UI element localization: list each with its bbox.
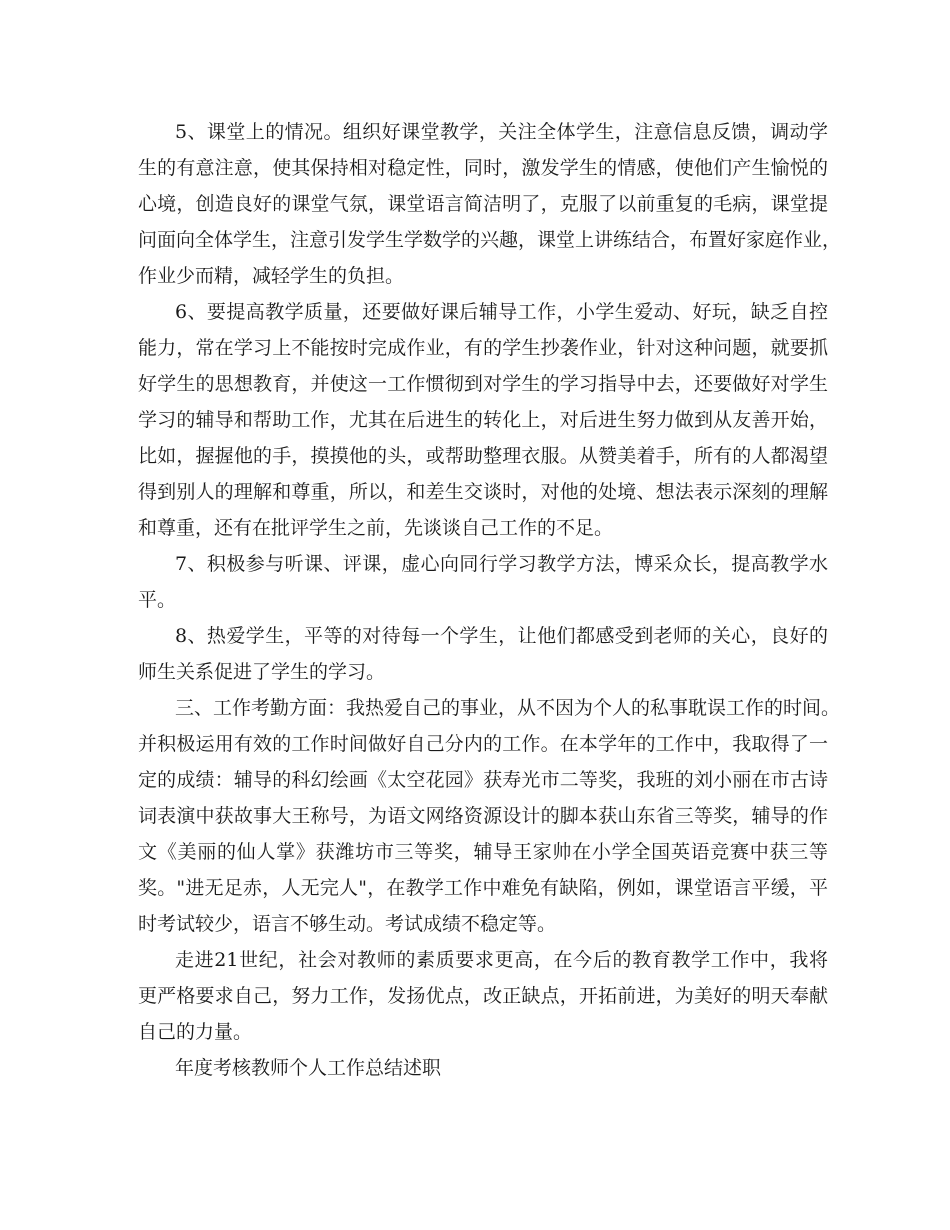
text-line: 好学生的思想教育，并使这一工作惯彻到对学生的学习指导中去，还要做好对学生 <box>138 373 828 395</box>
text-line: 得到别人的理解和尊重，所以，和差生交谈时，对他的处境、想法表示深刻的理解 <box>138 481 828 503</box>
section-title: 年度考核教师个人工作总结述职 <box>175 1057 442 1079</box>
text-line: 5、课堂上的情况。组织好课堂教学，关注全体学生，注意信息反馈，调动学 <box>175 121 828 143</box>
text-line: 师生关系促进了学生的学习。 <box>138 661 386 683</box>
paragraph-attendance <box>138 690 841 942</box>
text-line: 词表演中获故事大王称号，为语文网络资源设计的脚本获山东省三等奖，辅导的作 <box>138 805 828 827</box>
text-line: 时考试较少，语言不够生动。考试成绩不稳定等。 <box>138 913 557 935</box>
paragraph-heading-next <box>138 1050 828 1086</box>
paragraph-6-tutoring <box>138 294 828 546</box>
text-line: 更严格要求自己，努力工作，发扬优点，改正缺点，开拓前进，为美好的明天奉献 <box>138 985 828 1007</box>
text-line: 8、热爱学生，平等的对待每一个学生，让他们都感受到老师的关心，良好的 <box>175 625 828 647</box>
text-line: 和尊重，还有在批评学生之前，先谈谈自己工作的不足。 <box>138 517 614 539</box>
paragraph-5-classroom <box>138 114 842 294</box>
text-line: 平。 <box>138 589 177 611</box>
text-line: 7、积极参与听课、评课，虚心向同行学习教学方法，博采众长，提高教学水 <box>175 553 828 575</box>
text-line: 定的成绩：辅导的科幻绘画《太空花园》获寿光市二等奖，我班的刘小丽在市古诗 <box>138 769 828 791</box>
text-line: 心境，创造良好的课堂气氛，课堂语言简洁明了，克服了以前重复的毛病，课堂提 <box>138 193 828 215</box>
paragraph-8-love-students <box>138 618 828 690</box>
text-line: 问面向全体学生，注意引发学生学数学的兴趣，课堂上讲练结合，布置好家庭作业， <box>138 229 842 251</box>
paragraph-conclusion <box>138 942 828 1050</box>
text-line: 走进21世纪，社会对教师的素质要求更高，在今后的教育教学工作中，我将 <box>175 949 828 971</box>
text-line: 生的有意注意，使其保持相对稳定性，同时，激发学生的情感，使他们产生愉悦的 <box>138 157 828 179</box>
text-line: 学习的辅导和帮助工作，尤其在后进生的转化上，对后进生努力做到从友善开始， <box>138 409 828 431</box>
paragraph-7-lesson-observation <box>138 546 828 618</box>
text-line: 作业少而精，减轻学生的负担。 <box>138 265 405 287</box>
text-line: 并积极运用有效的工作时间做好自己分内的工作。在本学年的工作中，我取得了一 <box>138 733 828 755</box>
text-line: 6、要提高教学质量，还要做好课后辅导工作，小学生爱动、好玩，缺乏自控 <box>175 301 828 323</box>
document-body <box>138 114 842 1086</box>
text-line: 比如，握握他的手，摸摸他的头，或帮助整理衣服。从赞美着手，所有的人都渴望 <box>138 445 828 467</box>
text-line: 三、工作考勤方面：我热爱自己的事业，从不因为个人的私事耽误工作的时间。 <box>175 697 841 719</box>
text-line: 能力，常在学习上不能按时完成作业，有的学生抄袭作业，针对这种问题，就要抓 <box>138 337 828 359</box>
text-line: 文《美丽的仙人掌》获潍坊市三等奖，辅导王家帅在小学全国英语竞赛中获三等 <box>138 841 828 863</box>
text-line: 奖。"进无足赤，人无完人"，在教学工作中难免有缺陷，例如，课堂语言平缓，平 <box>138 877 828 899</box>
text-line: 自己的力量。 <box>138 1021 253 1043</box>
